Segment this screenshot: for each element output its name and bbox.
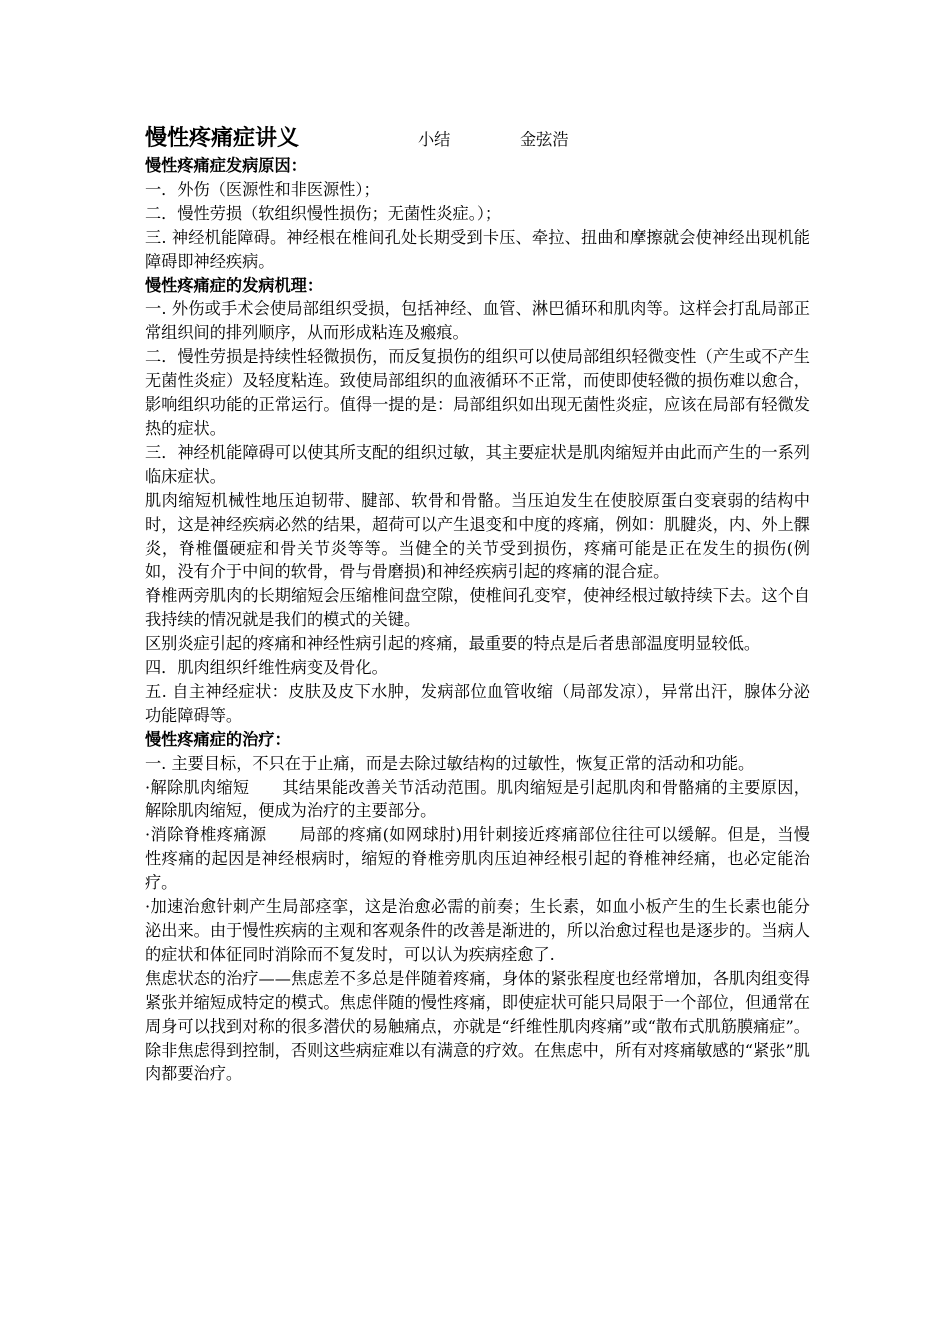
paragraph: 一. 主要目标，不只在于止痛，而是去除过敏结构的过敏性，恢复正常的活动和功能。: [145, 753, 755, 773]
paragraph: ·加速治愈针刺产生局部痉挛，这是治愈必需的前奏；生长素，如血小板产生的生长素也能分泌出来。由于慢性疾病的主观和客观条件的改善是渐进的，所以治愈过程也是逐步的。当病人的症状和体征同时消除而不复发时，可以认为疾病痊愈了.: [145, 897, 810, 964]
paragraph: 二．慢性劳损是持续性轻微损伤，而反复损伤的组织可以使局部组织轻微变性（产生或不产生无菌性炎症）及轻度粘连。致使局部组织的血液循环不正常，而使即使轻微的损伤难以愈合，影响组织功能的正常运行。值得一提的是：局部组织如出现无菌性炎症，应该在局部有轻微发热的症状。: [145, 347, 810, 438]
section-heading: 慢性疼痛症的发病机理：: [145, 275, 324, 295]
section-treatment: [145, 728, 810, 1087]
paragraph: ·解除肌肉缩短 其结果能改善关节活动范围。肌肉缩短是引起肌肉和骨骼痛的主要原因，解除肌肉缩短，便成为治疗的主要部分。: [145, 777, 810, 821]
paragraph: 一．外伤（医源性和非医源性）；: [145, 179, 380, 199]
document-title: 慢性疼痛症讲义: [145, 125, 300, 151]
paragraph: 三．神经机能障碍可以使其所支配的组织过敏，其主要症状是肌肉缩短并由此而产生的一系列临床症状。: [145, 442, 810, 486]
section-heading: 慢性疼痛症的治疗：: [145, 729, 291, 749]
paragraph: 二．慢性劳损（软组织慢性损伤；无菌性炎症。）；: [145, 203, 502, 223]
section-causes: [145, 154, 810, 274]
document-subtitle: 小结: [418, 130, 451, 149]
document-author: 金弦浩: [520, 130, 569, 149]
paragraph: 五. 自主神经症状：皮肤及皮下水肿，发病部位血管收缩（局部发凉），异常出汗，腺体分泌功能障碍等。: [145, 681, 810, 725]
paragraph: 脊椎两旁肌肉的长期缩短会压缩椎间盘空隙，使椎间孔变窄，使神经根过敏持续下去。这个自我持续的情况就是我们的模式的关键。: [145, 586, 810, 630]
paragraph: 一. 外伤或手术会使局部组织受损，包括神经、血管、淋巴循环和肌肉等。这样会打乱局部正常组织间的排列顺序，从而形成粘连及瘢痕。: [145, 299, 810, 343]
title-row: [145, 122, 810, 154]
section-mechanism: [145, 274, 810, 728]
section-heading: 慢性疼痛症发病原因：: [145, 156, 307, 175]
paragraph: 肌肉缩短机械性地压迫韧带、腱部、软骨和骨骼。当压迫发生在使胶原蛋白变衰弱的结构中时，这是神经疾病必然的结果，超荷可以产生退变和中度的疼痛，例如：肌腱炎，内、外上髁炎，脊椎僵硬症和骨关节炎等等。当健全的关节受到损伤，疼痛可能是正在发生的损伤(例如，没有介于中间的软骨，骨与骨磨损)和神经疾病引起的疼痛的混合症。: [145, 490, 810, 582]
paragraph: ·消除脊椎疼痛源 局部的疼痛(如网球肘)用针刺接近疼痛部位往往可以缓解。但是，当慢性疼痛的起因是神经根病时，缩短的脊椎旁肌肉压迫神经根引起的脊椎神经痛，也必定能治疗。: [145, 825, 810, 893]
paragraph: 四．肌肉组织纤维性病变及骨化。: [145, 658, 388, 678]
paragraph: 三. 神经机能障碍。神经根在椎间孔处长期受到卡压、牵拉、扭曲和摩擦就会使神经出现机能障碍即神经疾病。: [145, 227, 810, 271]
paragraph: 区别炎症引起的疼痛和神经性病引起的疼痛，最重要的特点是后者患部温度明显较低。: [145, 634, 761, 654]
paragraph: 焦虑状态的治疗——焦虑差不多总是伴随着疼痛，身体的紧张程度也经常增加，各肌肉组变得紧张并缩短成特定的模式。焦虑伴随的慢性疼痛，即使症状可能只局限于一个部位，但通常在周身可以找到对称的很多潜伏的易触痛点，亦就是“纤维性肌肉疼痛”或“散布式肌筋膜痛症”。除非焦虑得到控制，否则这些病症难以有满意的疗效。在焦虑中，所有对疼痛敏感的“紧张”肌肉都要治疗。: [145, 968, 810, 1084]
document-page: [145, 122, 810, 1086]
